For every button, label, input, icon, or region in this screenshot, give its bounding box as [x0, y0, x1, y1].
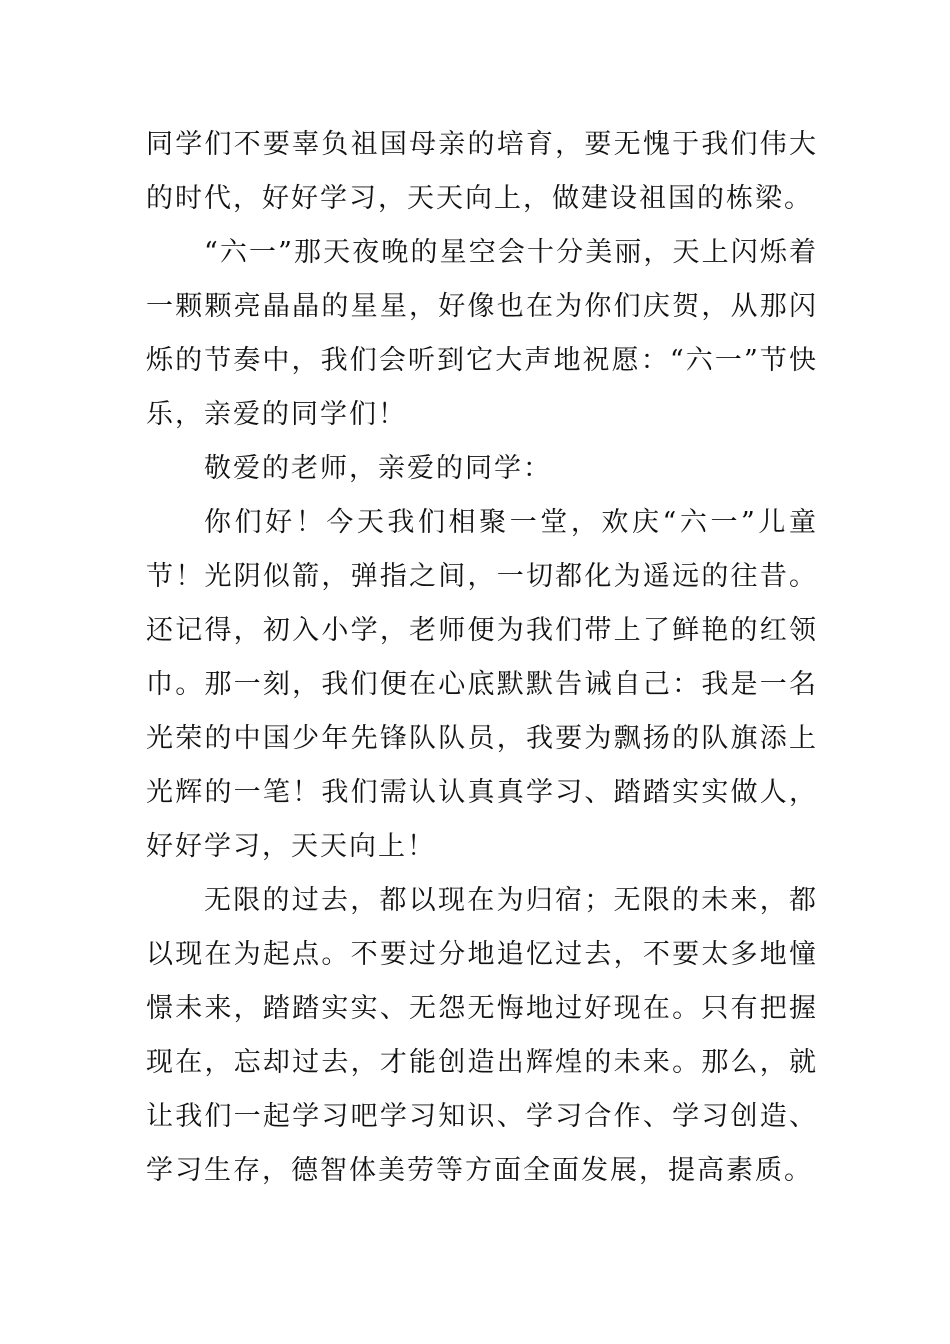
document-body	[146, 118, 818, 1198]
paragraph-5: 无限的过去，都以现在为归宿；无限的未来，都以现在为起点。不要过分地追忆过去，不要太多地憧憬未来，踏踏实实、无怨无悔地过好现在。只有把握现在，忘却过去，才能创造出辉煌的未来。那么，就让我们一起学习吧学习知识、学习合作、学习创造、学习生存，德智体美劳等方面全面发展，提高素质。	[146, 885, 818, 1186]
paragraph-2: “六一”那天夜晚的星空会十分美丽，天上闪烁着一颗颗亮晶晶的星星，好像也在为你们庆贺，从那闪烁的节奏中，我们会听到它大声地祝愿：“六一”节快乐，亲爱的同学们！	[146, 237, 818, 430]
paragraph-3: 敬爱的老师，亲爱的同学：	[204, 453, 552, 484]
paragraph-4: 你们好！今天我们相聚一堂，欢庆“六一”儿童节！光阴似箭，弹指之间，一切都化为遥远的往昔。还记得，初入小学，老师便为我们带上了鲜艳的红领巾。那一刻，我们便在心底默默告诫自己：我是一名光荣的中国少年先锋队队员，我要为飘扬的队旗添上光辉的一笔！我们需认认真真学习、踏踏实实做人，好好学习，天天向上！	[146, 507, 818, 862]
paragraph-1: 同学们不要辜负祖国母亲的培育，要无愧于我们伟大的时代，好好学习，天天向上，做建设祖国的栋梁。	[146, 129, 818, 214]
